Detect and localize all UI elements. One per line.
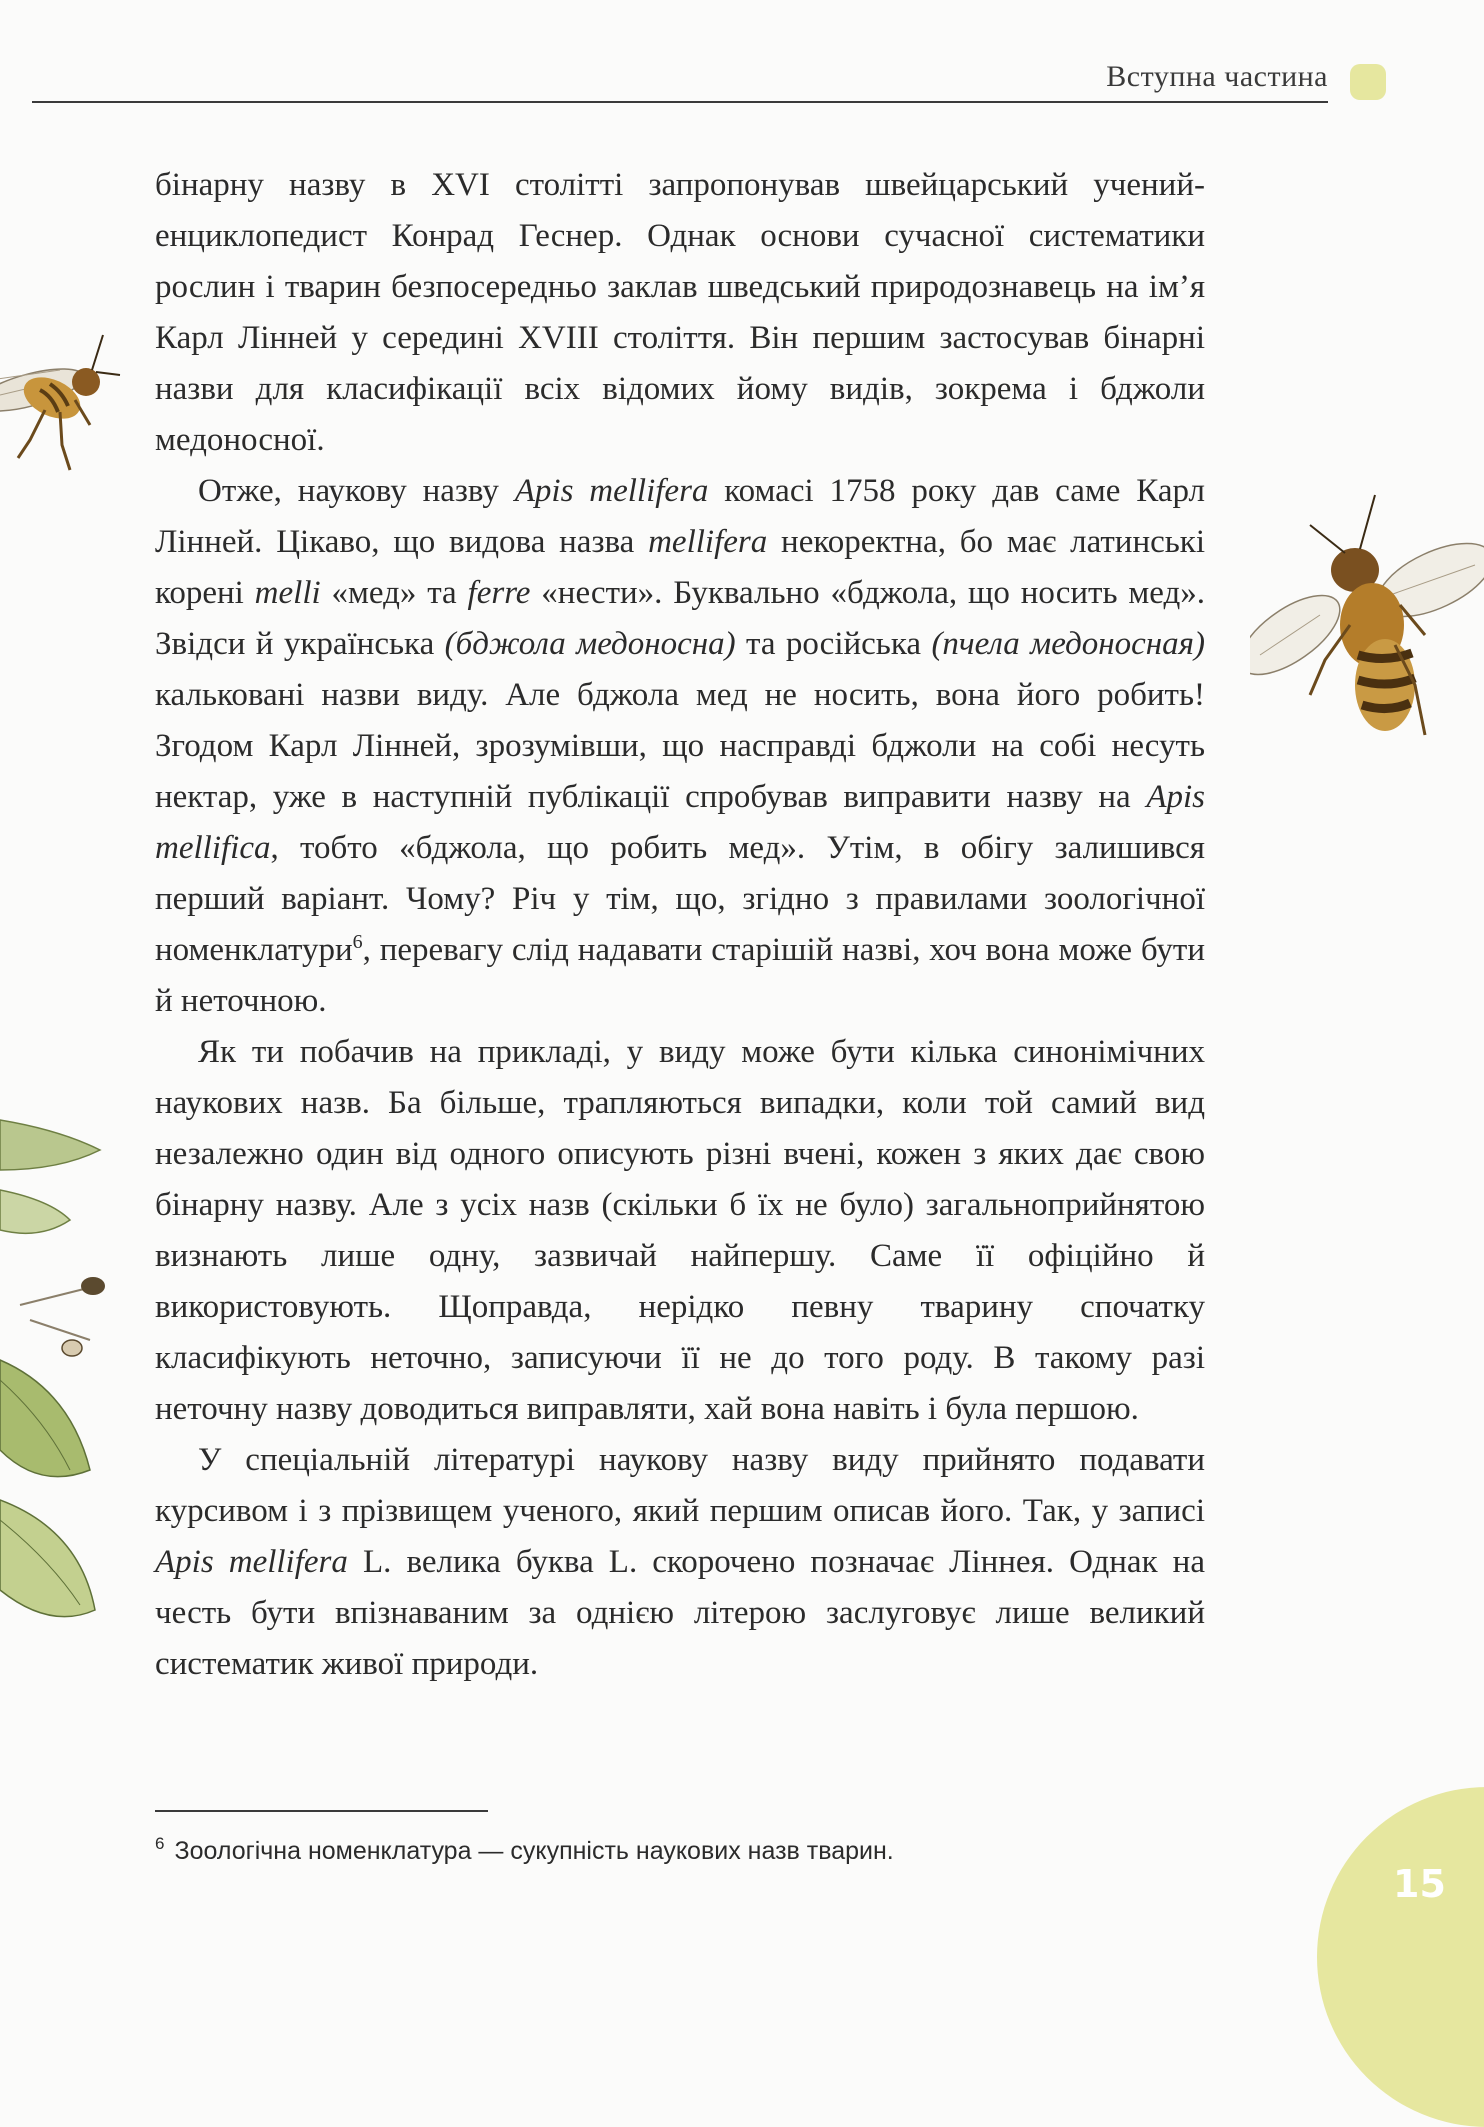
text-run: та російська [735,626,932,662]
italic-term: Apis mellifica [155,779,1205,866]
paragraph [155,1027,1205,1435]
page-number-badge [1317,1787,1484,2127]
text-run: Як ти побачив на прикладі, у виду може бути кілька синонімічних наукових назв. Ба більше, трапляються випадки, коли той самий вид незалежно один від одного описують різні вчені, кожен з яких дає свою бінарну назву. Але з усіх назв (скільки б їх не було) загальноприйнятою визнають лише одну, зазвичай найпершу. Саме її офіційно й використовують. Щоправда, нерідко певну тварину спочатку класифікують неточно, записуючи її не до того роду. В такому разі неточну назву доводиться виправляти, хай вона навіть і була першою. [155,1034,1205,1427]
italic-term: melli [254,575,321,611]
text-run: , перевагу слід надавати старішій назві, хоч вона може бути й неточною. [155,932,1205,1019]
text-run: L. велика буква L. скорочено позначає Ліннея. Однак на честь бути впізнаваним за однією літерою заслуговує лише великий систематик живої природи. [155,1544,1205,1682]
footnote-ref: 6 [352,931,363,953]
text-run: комасі 1758 року дав саме Карл Лінней. Цікаво, що видова назва [155,473,1206,560]
body-text [155,160,1205,1690]
text-run: «мед» та [320,575,468,611]
italic-term: Apis mellifera [514,473,709,509]
footnote-number: 6 [155,1834,165,1853]
paragraph [155,466,1205,1027]
text-run: , тобто «бджола, що робить мед». Утім, в обігу залишився перший варіант. Чому? Річ у тім, що, згідно з правилами зоологічної номенклатури [155,830,1205,968]
text-run: бінарну назву в XVI столітті запропонував швейцарський учений-енциклопедист Конрад Геснер. Однак основи сучасної систематики рослин і тварин безпосередньо заклав шведський природознавець на ім’я Карл Лінней у середині XVIII століття. Він першим застосував бінарні назви для класифікації всіх відомих йому видів, зокрема і бджоли медоносної. [155,167,1205,458]
italic-term: ferre [467,575,531,611]
footnote-rule [155,1810,488,1812]
header-rule [32,101,1328,103]
bee-illustration-right [1250,485,1484,750]
text-run: Отже, наукову назву [198,473,515,509]
footnote-text: Зоологічна номенклатура — сукупність наукових назв тварин. [174,1837,894,1865]
section-title: Вступна частина [1106,60,1328,93]
italic-term: (бджола медоносна) [444,626,736,662]
text-run: некоректна, бо має латинські корені [155,524,1205,611]
italic-term: Apis mellifera [155,1544,348,1580]
plant-illustration-left [0,1090,110,1650]
bee-illustration-left [0,320,140,490]
paragraph [155,1435,1205,1690]
footnote [155,1834,1055,1866]
section-badge [1350,64,1386,100]
italic-term: (пчела медоносная) [931,626,1205,662]
text-run: «нести». Буквально «бджола, що носить мед». Звідси й українська [155,575,1205,662]
text-run: кальковані назви виду. Але бджола мед не носить, вона його робить! Згодом Карл Лінней, зрозумівши, що насправді бджоли на собі несуть нектар, уже в наступній публікації спробував виправити назву на [155,677,1205,815]
italic-term: mellifera [648,524,768,560]
page-number: 15 [1393,1862,1446,1906]
text-run: У спеціальній літературі наукову назву виду прийнято подавати курсивом і з прізвищем ученого, який першим описав його. Так, у записі [155,1442,1205,1529]
paragraph [155,160,1205,466]
